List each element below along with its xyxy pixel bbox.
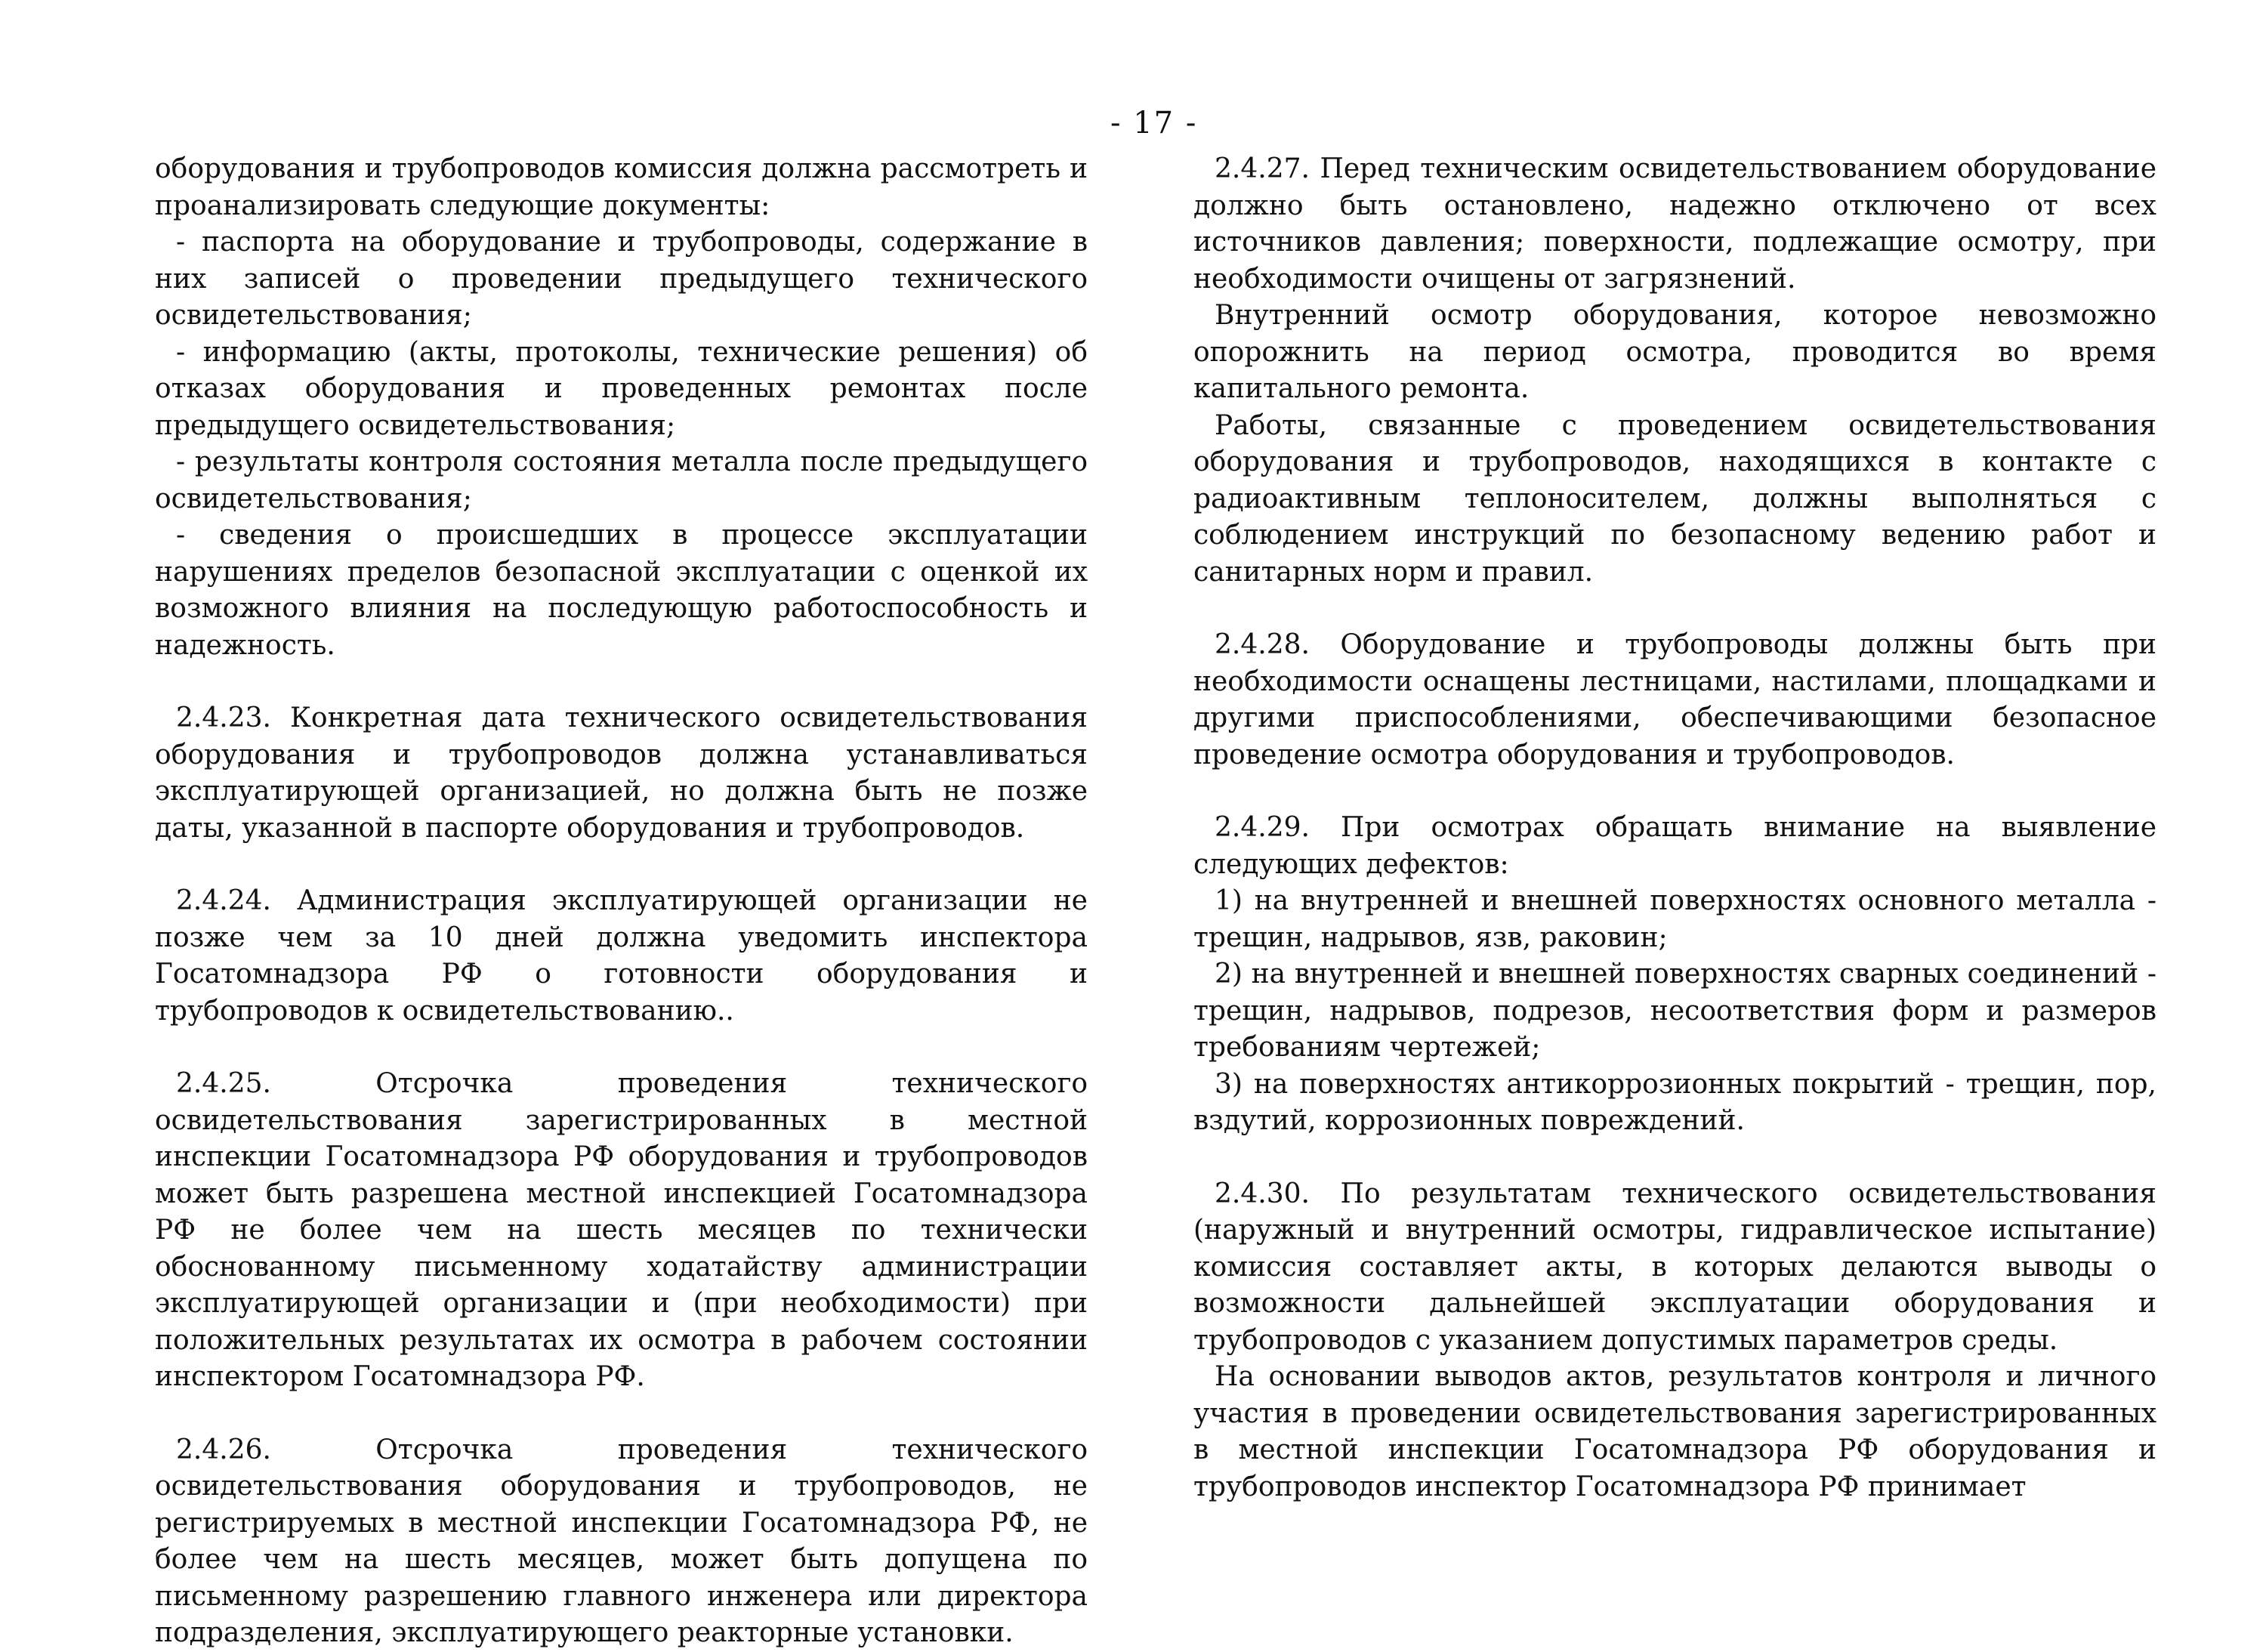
right-column bbox=[1193, 151, 2156, 1505]
left-column bbox=[155, 151, 1088, 1652]
paragraph: Внутренний осмотр оборудования, которое невозможно опорожнить на период осмотра, проводится во время капитального ремонта. bbox=[1193, 300, 2156, 404]
list-item: - сведения о происшедших в процессе эксплуатации нарушениях пределов безопасной эксплуатации с оценкой их возможного влияния на последующую работоспособность и надежность. bbox=[155, 520, 1088, 661]
paragraph: оборудования и трубопроводов комиссия должна рассмотреть и проанализировать следующие документы: bbox=[155, 153, 1088, 221]
clause-2-4-29: 2.4.29. При осмотрах обращать внимание на выявление следующих дефектов: bbox=[1193, 812, 2156, 880]
list-item: - паспорта на оборудование и трубопроводы, содержание в них записей о проведении предыдущего технического освидетельствования; bbox=[155, 227, 1088, 331]
clause-2-4-28: 2.4.28. Оборудование и трубопроводы должны быть при необходимости оснащены лестницами, настилами, площадками и другими приспособлениями, обеспечивающими безопасное проведение осмотра оборудования и трубопроводов. bbox=[1193, 629, 2156, 770]
clause-2-4-27: 2.4.27. Перед техническим освидетельствованием оборудование должно быть остановлено, надежно отключено от всех источников давления; поверхности, подлежащие осмотру, при необходимости очищены от загрязнений. bbox=[1193, 153, 2156, 295]
list-item: 2) на внутренней и внешней поверхностях сварных соединений - трещин, надрывов, подрезов, несоответствия форм и размеров требованиям чертежей; bbox=[1193, 959, 2156, 1063]
paragraph: На основании выводов актов, результатов контроля и личного участия в проведении освидетельствования зарегистрированных в местной инспекции Госатомнадзора РФ оборудования и трубопроводов инспектор Госатомнадзора РФ принимает bbox=[1193, 1361, 2156, 1502]
clause-2-4-25: 2.4.25. Отсрочка проведения технического освидетельствования зарегистрированных в местной инспекции Госатомнадзора РФ оборудования и трубопроводов может быть разрешена местной инспекцией Госатомнадзора РФ не более чем на шесть месяцев по технически обоснованному письменному ходатайству администрации эксплуатирующей организации и (при необходимости) при положительных результатах их осмотра в рабочем состоянии инспектором Госатомнадзора РФ. bbox=[155, 1068, 1088, 1392]
list-item: 3) на поверхностях антикоррозионных покрытий - трещин, пор, вздутий, коррозионных повреждений. bbox=[1193, 1068, 2156, 1136]
clause-2-4-24: 2.4.24. Администрация эксплуатирующей организации не позже чем за 10 дней должна уведомить инспектора Госатомнадзора РФ о готовности оборудования и трубопроводов к освидетельствованию.. bbox=[155, 885, 1088, 1027]
clause-2-4-30: 2.4.30. По результатам технического освидетельствования (наружный и внутренний осмотры, гидравлическое испытание) комиссия составляет акты, в которых делаются выводы о возможности дальнейшей эксплуатации оборудования и трубопроводов с указанием допустимых параметров среды. bbox=[1193, 1178, 2156, 1356]
page-number: - 17 - bbox=[1110, 106, 1198, 140]
list-item: - результаты контроля состояния металла после предыдущего освидетельствования; bbox=[155, 446, 1088, 514]
clause-2-4-23: 2.4.23. Конкретная дата технического освидетельствования оборудования и трубопроводов должна устанавливаться эксплуатирующей организацией, но должна быть не позже даты, указанной в паспорте оборудования и трубопроводов. bbox=[155, 702, 1088, 844]
list-item: 1) на внутренней и внешней поверхностях основного металла - трещин, надрывов, язв, раковин; bbox=[1193, 885, 2156, 953]
paragraph: Работы, связанные с проведением освидетельствования оборудования и трубопроводов, находящихся в контакте с радиоактивным теплоносителем, должны выполняться с соблюдением инструкций по безопасному ведению работ и санитарных норм и правил. bbox=[1193, 409, 2156, 588]
list-item: - информацию (акты, протоколы, технические решения) об отказах оборудования и проведенных ремонтах после предыдущего освидетельствования; bbox=[155, 336, 1088, 441]
clause-2-4-26: 2.4.26. Отсрочка проведения технического освидетельствования оборудования и трубопроводов, не регистрируемых в местной инспекции Госатомнадзора РФ, не более чем на шесть месяцев, может быть допущена по письменному разрешению главного инженера или директора подразделения, эксплуатирующего реакторные установки. bbox=[155, 1434, 1088, 1648]
